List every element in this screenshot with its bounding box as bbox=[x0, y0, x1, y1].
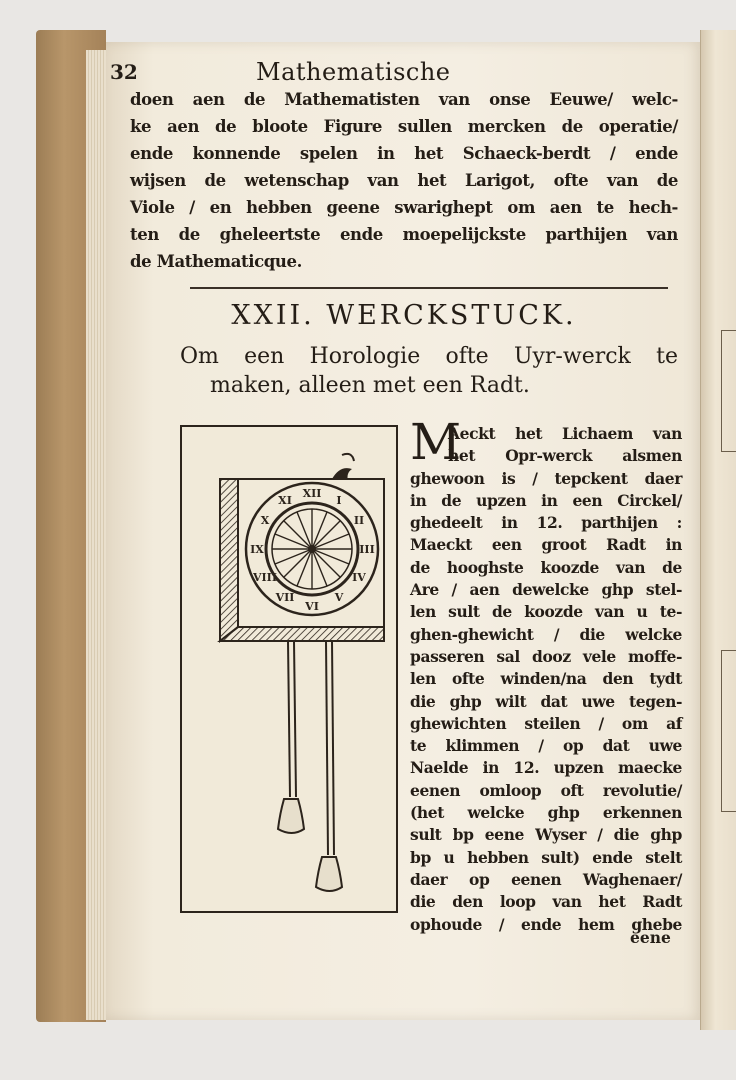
body-line: bp u hebben sult) ende stelt bbox=[410, 847, 682, 867]
numeral: XI bbox=[278, 494, 292, 507]
weight-cord-left bbox=[288, 641, 290, 797]
body-line: len sult de koozde van u te- bbox=[410, 602, 682, 622]
numeral: V bbox=[334, 591, 344, 604]
body-line: (het welcke ghp erkennen bbox=[410, 803, 682, 823]
body-line: het Opr-werck alsmen bbox=[448, 446, 682, 466]
numeral: I bbox=[336, 494, 342, 507]
clock-case-side bbox=[220, 479, 238, 641]
numeral: X bbox=[260, 514, 270, 527]
body-text-column bbox=[410, 423, 682, 936]
page-number: 32 bbox=[110, 60, 138, 84]
facing-page-edge bbox=[700, 30, 736, 1030]
weight-right-icon bbox=[316, 857, 342, 891]
clock-illustration bbox=[182, 427, 396, 911]
paragraph-line: wijsen de wetenschap van het Larigot, ofte van de bbox=[130, 171, 678, 190]
body-line: daer op eenen Waghenaer/ bbox=[410, 869, 682, 889]
body-line: ophoude / ende hem ghebe bbox=[410, 914, 682, 934]
paragraph-line: ende konnende spelen in het Schaeck-berdt / ende bbox=[130, 144, 678, 163]
body-line: len ofte winden/na den tydt bbox=[410, 669, 682, 689]
body-line: sult bp eene Wyser / die ghp bbox=[410, 825, 682, 845]
weight-left-icon bbox=[278, 799, 304, 833]
body-line: ghewichten steilen / om af bbox=[410, 713, 682, 733]
body-line: passeren sal dooz vele moffe- bbox=[410, 646, 682, 666]
body-line: eenen omloop oft revolutie/ bbox=[410, 780, 682, 800]
body-line: ghen-ghewicht / die welcke bbox=[410, 624, 682, 644]
paragraph-line: ten de gheleertste ende moepelijckste parthijen van bbox=[130, 225, 678, 244]
numeral: VI bbox=[305, 600, 319, 613]
body-line: de hooghste koozde van de bbox=[410, 557, 682, 577]
section-subtitle bbox=[180, 342, 678, 400]
weight-cord-right bbox=[326, 641, 328, 855]
body-line: ghedeelt in 12. parthijen : bbox=[410, 513, 682, 533]
drop-cap: M bbox=[410, 413, 462, 471]
subtitle-line: maken, alleen met een Radt. bbox=[210, 373, 530, 398]
subtitle-line: Om een Horologie ofte Uyr-werck te bbox=[180, 344, 678, 369]
body-line: Maeckt een groot Radt in bbox=[410, 535, 682, 555]
body-line: Are / aen dewelcke ghp stel- bbox=[410, 580, 682, 600]
numeral: II bbox=[353, 514, 365, 527]
running-title: Mathematische bbox=[256, 58, 451, 86]
numeral: XII bbox=[302, 487, 322, 500]
body-line: die ghp wilt dat uwe tegen- bbox=[410, 691, 682, 711]
paragraph-line: de Mathematicque. bbox=[130, 252, 302, 271]
section-divider bbox=[190, 287, 668, 289]
body-line: die den loop van het Radt bbox=[410, 892, 682, 912]
body-line: in de upzen in een Circkel/ bbox=[410, 490, 682, 510]
numeral: IV bbox=[352, 571, 366, 584]
section-heading: XXII. WERCKSTUCK. bbox=[231, 300, 577, 331]
numeral: III bbox=[359, 543, 375, 556]
clock-woodcut-figure bbox=[180, 425, 398, 913]
body-line: Aeckt het Lichaem van bbox=[448, 424, 682, 443]
paragraph-line: ke aen de bloote Figure sullen mercken de operatie/ bbox=[130, 117, 678, 136]
numeral: VII bbox=[275, 591, 295, 604]
opening-paragraph bbox=[130, 86, 678, 275]
body-line: Naelde in 12. upzen maecke bbox=[410, 758, 682, 778]
paragraph-line: doen aen de Mathematisten van onse Eeuwe/ welc- bbox=[130, 90, 678, 109]
catchword: eene bbox=[630, 928, 671, 947]
numeral: VIII bbox=[253, 571, 277, 584]
paragraph-line: Viole / en hebben geene swarighept om aen te hech- bbox=[130, 198, 678, 217]
numeral: IX bbox=[250, 543, 264, 556]
body-line: ghewoon is / tepckent daer bbox=[410, 468, 682, 488]
body-line: te klimmen / op dat uwe bbox=[410, 736, 682, 756]
